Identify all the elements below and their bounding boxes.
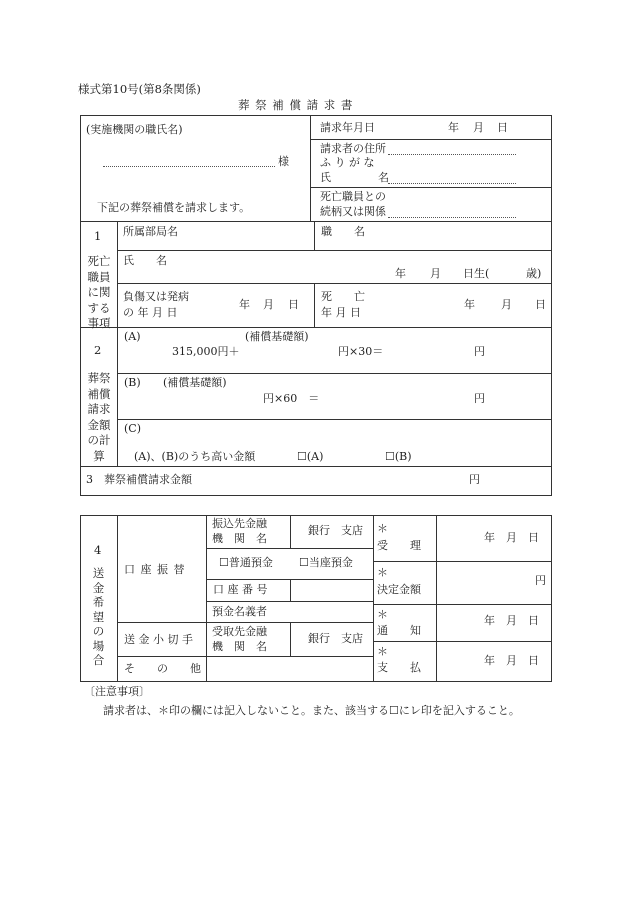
injury-nen: 年 [239,298,250,311]
injury-label-2: の 年 月 日 [123,306,178,319]
dept-label: 所属部局名 [123,225,178,238]
section2-number: 2 [94,343,102,357]
name-label-2: 名 [378,171,389,184]
relation-label-2: 続柄又は関係 [320,205,386,218]
account-number-label: 口 座 番 号 [213,583,268,596]
agency-label: (実施機関の職氏名) [86,123,183,136]
page-title: 葬 祭 補 償 請 求 書 [238,98,354,112]
injury-label-1: 負傷又は発病 [123,290,189,303]
section4-number: 4 [94,543,102,557]
section2-side-label: 葬祭 補償 請求 金額 の計 算 [87,371,111,463]
birth-hi: 日生( [463,267,490,280]
sama-label: 様 [278,155,289,168]
recv-label-2: 機 関 名 [212,640,267,653]
c-text: (A)、(B)のうち高い金額 [134,450,256,463]
deposit-ordinary[interactable]: ☐普通預金 [219,556,273,569]
c-option-b[interactable]: ☐(B) [385,450,412,463]
recv-label-1: 受取先金融 [212,625,267,638]
receipt-star: ＊ [377,522,388,535]
birth-tsuki: 月 [430,267,441,280]
name-label-1: 氏 [320,171,331,184]
recv-value: 銀行 支店 [308,632,363,645]
receipt-date: 年 月 日 [484,531,539,544]
section3-label: 3 葬祭補償請求金額 [86,473,192,486]
a-mult: 円×30＝ [338,345,384,358]
deceased-name-label: 氏 名 [123,254,167,267]
request-date-hi: 日 [497,121,508,134]
death-hi: 日 [535,298,546,311]
b-base-label: (補償基礎額) [163,376,227,389]
b-mult: 円×60 ＝ [263,392,320,405]
address-label: 請求者の住所 [320,142,386,155]
deposit-current[interactable]: ☐当座預金 [299,556,353,569]
birth-nen: 年 [395,267,406,280]
death-label-1: 死 亡 [321,290,365,303]
other-label: そ の 他 [124,662,201,675]
koza-label: 口 座 振 替 [124,563,186,576]
request-statement: 下記の葬祭補償を請求します。 [97,201,251,214]
a-yen: 円 [474,345,485,358]
b-label: (B) [124,376,141,389]
post-label: 職 名 [321,225,365,238]
request-date-label: 請求年月日 [320,121,375,134]
notice-star: ＊ [377,608,388,621]
section4-side-label: 送金希望の場合 [92,566,105,667]
a-base-label: (補償基礎額) [245,330,309,343]
a-label: (A) [124,330,141,343]
payment-date: 年 月 日 [484,654,539,667]
notice-date: 年 月 日 [484,614,539,627]
bank-label-2: 機 関 名 [212,532,267,545]
bank-label-1: 振込先金融 [212,517,267,530]
a-amount: 315,000円＋ [172,345,240,358]
request-date-tsuki: 月 [473,121,484,134]
c-label: (C) [124,422,141,435]
injury-tsuki: 月 [263,298,274,311]
decision-star: ＊ [377,566,388,579]
furigana-label: ふ り が な [320,156,375,169]
notes-heading: 〔注意事項〕 [84,685,150,698]
account-holder-label: 預金名義者 [212,605,267,618]
request-date-nen: 年 [448,121,459,134]
form-number: 様式第10号(第8条関係) [78,82,201,96]
injury-hi: 日 [288,298,299,311]
death-tsuki: 月 [501,298,512,311]
notice-label: 通 知 [377,624,421,637]
death-label-2: 年 月 日 [321,306,361,319]
decision-label: 決定金額 [377,583,421,596]
death-nen: 年 [464,298,475,311]
section3-yen: 円 [469,473,480,486]
birth-sai: 歳) [526,267,542,280]
c-option-a[interactable]: ☐(A) [297,450,324,463]
decision-yen: 円 [535,574,546,587]
receipt-label: 受 理 [377,539,421,552]
b-yen: 円 [474,392,485,405]
bank-value: 銀行 支店 [308,524,363,537]
payment-label: 支 払 [377,661,421,674]
payment-star: ＊ [377,645,388,658]
section1-side-label: 死亡 職員 に関 する 事項 [87,254,111,330]
notes-text: 請求者は、＊印の欄には記入しないこと。また、該当する☐にレ印を記入すること。 [103,704,520,717]
souki-label: 送 金 小 切 手 [124,633,193,646]
section1-number: 1 [94,229,102,243]
relation-label-1: 死亡職員との [320,190,386,203]
